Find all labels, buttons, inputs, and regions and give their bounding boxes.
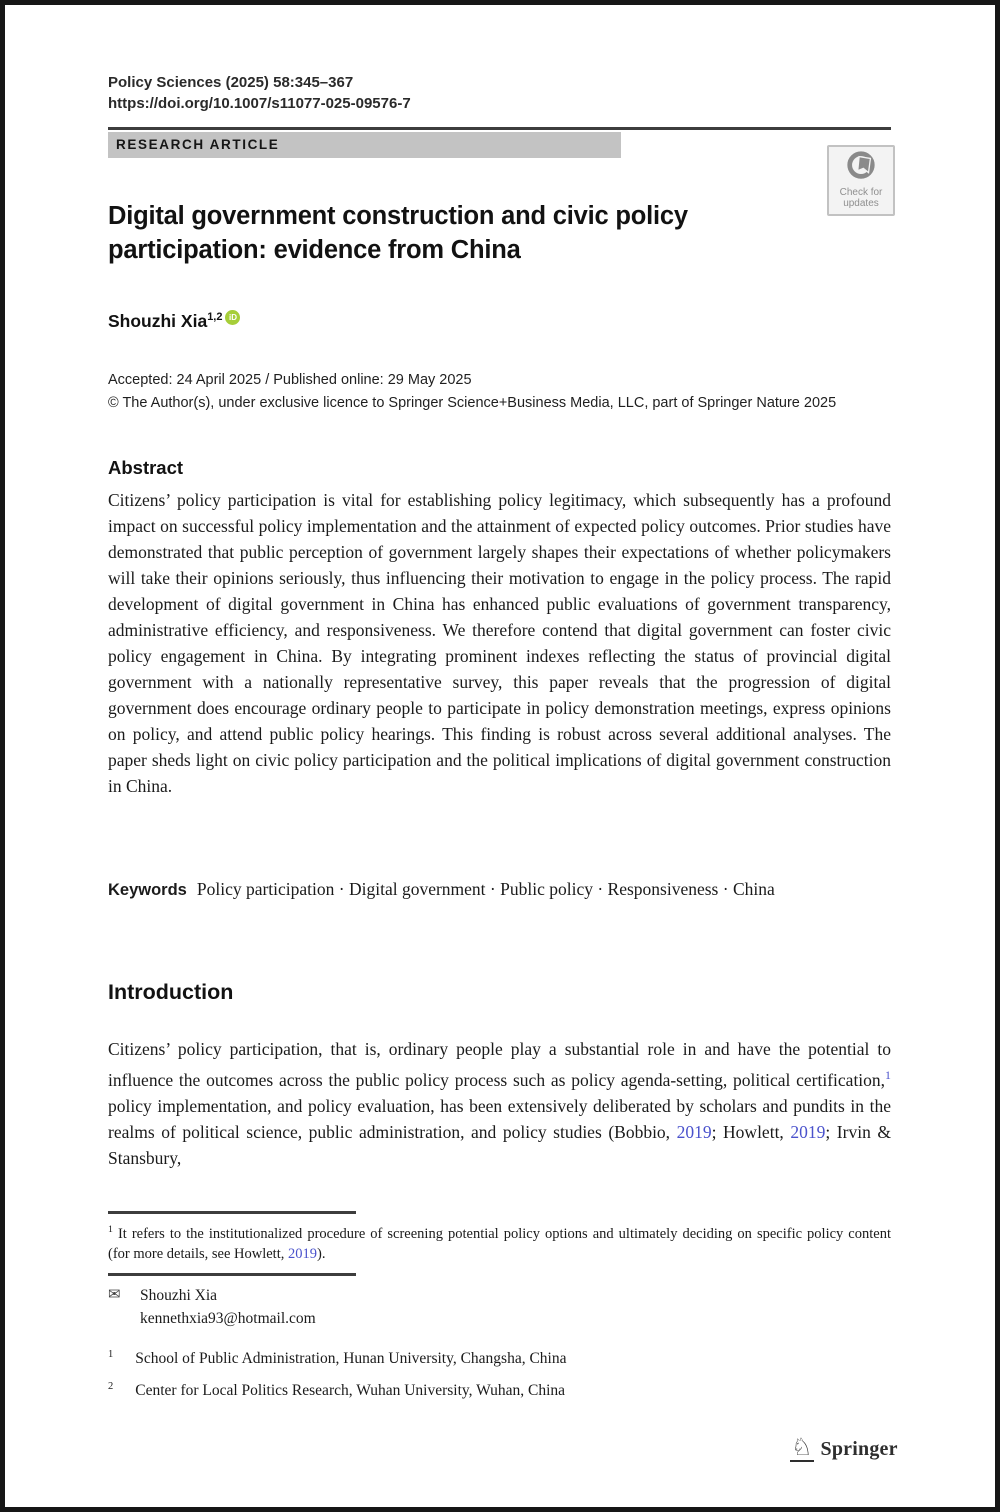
text-segment: ; Howlett, — [711, 1121, 791, 1142]
affiliation-text-1: School of Public Administration, Hunan University, Changsha, China — [135, 1350, 567, 1368]
author-line — [108, 310, 240, 332]
text-segment: ). — [316, 1245, 326, 1262]
keywords-label: Keywords — [108, 881, 187, 899]
keywords-line — [108, 876, 878, 904]
citation-link[interactable]: 2019 — [790, 1121, 826, 1142]
keywords-text: Policy participation · Digital government · Public policy · Responsiveness · China — [196, 879, 775, 899]
copyright-line: © The Author(s), under exclusive licence to Springer Science+Business Media, LLC, part of Springer Nature 2025 — [108, 395, 837, 411]
citation-link[interactable]: 2019 — [287, 1245, 317, 1262]
citation-link[interactable]: 1 — [885, 1068, 891, 1082]
check-updates-bookmark-icon — [844, 147, 878, 187]
check-for-updates-badge[interactable] — [827, 145, 895, 216]
orcid-icon[interactable]: iD — [225, 310, 240, 325]
correspondence-block — [108, 1284, 316, 1330]
article-type-label: RESEARCH ARTICLE — [116, 137, 280, 152]
history-line: Accepted: 24 April 2025 / Published online: 29 May 2025 — [108, 372, 472, 388]
page-title: Digital government construction and civic policy participation: evidence from China — [108, 202, 688, 264]
introduction-paragraph — [108, 1036, 891, 1171]
affiliation-text-2: Center for Local Politics Research, Wuhan University, Wuhan, China — [135, 1382, 566, 1400]
author-name[interactable]: Shouzhi Xia — [108, 310, 208, 331]
publisher-logo — [790, 1436, 898, 1462]
journal-citation: Policy Sciences (2025) 58:345–367 — [108, 74, 354, 91]
text-segment: 1 — [108, 1224, 113, 1235]
badge-text-line2: updates — [843, 198, 879, 209]
citation-link[interactable]: 2019 — [676, 1121, 712, 1142]
author-affiliation-marks: 1,2 — [207, 311, 223, 323]
affiliation-row-1 — [108, 1349, 567, 1368]
badge-text-line1: Check for — [839, 187, 883, 198]
text-segment: Citizens’ policy participation, that is, ordinary people play a substantial role in and have the potential to influence the outcomes across the public policy process such as policy agenda-setting, political certification, — [108, 1039, 891, 1090]
doi-line[interactable]: https://doi.org/10.1007/s11077-025-09576-7 — [108, 95, 411, 112]
abstract-body: Citizens’ policy participation is vital for establishing policy legitimacy, which subsequently has a profound impact on successful policy implementation and the attainment of expected policy outcomes. Prior studies have demonstrated that public perception of government largely shapes their expectations of whether policymakers will take their opinions seriously, thus influencing their motivation to engage in the policy process. The rapid development of digital government in China has enhanced public evaluations of government transparency, administrative efficiency, and responsiveness. We therefore contend that digital government can foster civic policy engagement in China. By integrating prominent indexes reflecting the status of provincial digital government with a nationally representative survey, this paper reveals that the progression of digital government does encourage ordinary people to participate in policy demonstration meetings, express opinions on policy, and attend public policy hearings. This finding is robust across several additional analyses. The paper sheds light on civic policy participation and the political implications of digital government construction in China. — [108, 490, 891, 796]
abstract-heading: Abstract — [108, 457, 184, 478]
footer-separator — [108, 1273, 356, 1276]
text-segment: It refers to the institutionalized procedure of screening potential policy options and ultimately deciding on specific policy content (for more details, see Howlett, — [108, 1225, 891, 1262]
affiliation-mark-2: 2 — [108, 1381, 114, 1392]
article-type-bar — [108, 132, 621, 158]
publisher-name: Springer — [820, 1437, 898, 1460]
corresponding-author-name: Shouzhi Xia — [140, 1287, 218, 1304]
footnote-separator — [108, 1211, 356, 1214]
corresponding-author-email[interactable]: kennethxia93@hotmail.com — [140, 1310, 316, 1327]
text-segment: policy implementation, and policy evaluation, has been extensively deliberated by scholars and pundits in the realms of political science, public administration, and policy studies (Bobbio, — [108, 1095, 891, 1142]
footnote-1 — [108, 1220, 891, 1264]
text-segment: ; Irvin & Stansbury, — [108, 1121, 891, 1168]
journal-header — [108, 72, 411, 114]
affiliation-mark-1: 1 — [108, 1349, 114, 1360]
introduction-heading: Introduction — [108, 980, 234, 1004]
springer-horse-icon: ♘ — [791, 1435, 813, 1461]
affiliation-row-2 — [108, 1381, 565, 1400]
header-rule — [108, 127, 891, 130]
envelope-icon: ✉ — [108, 1287, 121, 1303]
